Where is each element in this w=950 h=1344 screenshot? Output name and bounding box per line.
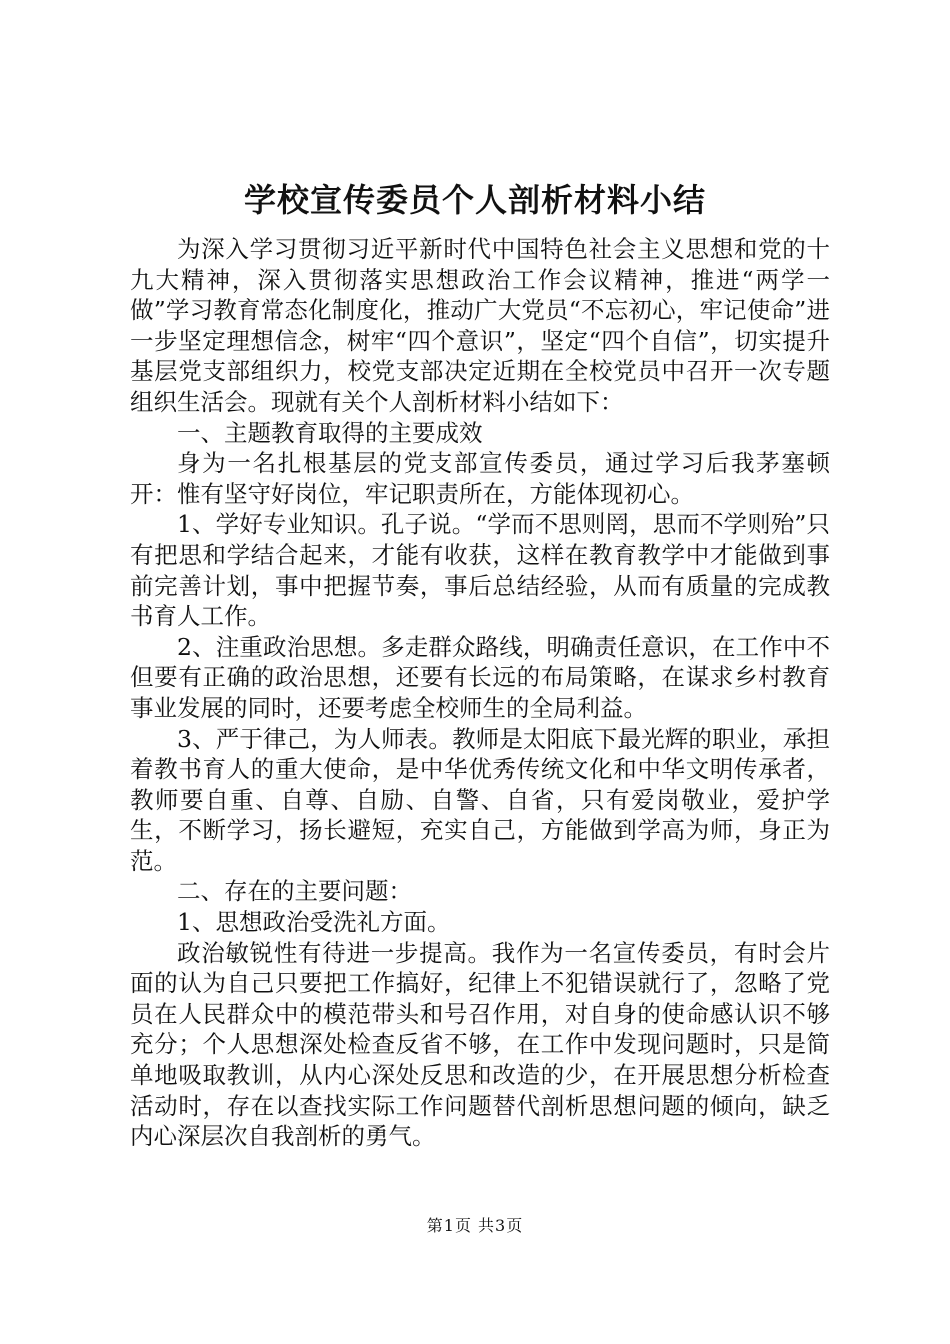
paragraph-problem-detail: 政治敏锐性有待进一步提高。我作为一名宣传委员，有时会片面的认为自己只要把工作搞好，纪律上不犯错误就行了，忽略了党员在人民群众中的模范带头和号召作用，对自身的使命感认识不够充分；个人思想深处检查反省不够，在工作中发现问题时，只是简单地吸取教训，从内心深处反思和改造的少，在开展思想分析检查活动时，存在以查找实际工作问题替代剖析思想问题的倾向，缺乏内心深层次自我剖析的勇气。 — [130, 938, 830, 1151]
document-body — [130, 234, 830, 1152]
paragraph-point-1: 1、学好专业知识。孔子说。“学而不思则罔，思而不学则殆”只有把思和学结合起来，才能有收获，这样在教育教学中才能做到事前完善计划，事中把握节奏，事后总结经验，从而有质量的完成教书育人工作。 — [130, 510, 830, 631]
section-heading-achievements: 一、主题教育取得的主要成效 — [177, 418, 483, 447]
paragraph-reflection: 身为一名扎根基层的党支部宣传委员，通过学习后我茅塞顿开：惟有坚守好岗位，牢记职责所在，方能体现初心。 — [130, 449, 830, 508]
section-heading-problems: 二、存在的主要问题： — [177, 877, 412, 906]
paragraph-point-2: 2、注重政治思想。多走群众路线，明确责任意识，在工作中不但要有正确的政治思想，还要有长远的布局策略，在谋求乡村教育事业发展的同时，还要考虑全校师生的全局利益。 — [130, 632, 830, 722]
paragraph-intro: 为深入学习贯彻习近平新时代中国特色社会主义思想和党的十九大精神，深入贯彻落实思想政治工作会议精神，推进“两学一做”学习教育常态化制度化，推动广大党员“不忘初心，牢记使命”进一步坚定理想信念，树牢“四个意识”，坚定“四个自信”，切实提升基层党支部组织力，校党支部决定近期在全校党员中召开一次专题组织生活会。现就有关个人剖析材料小结如下： — [130, 235, 830, 416]
subheading-problem-1: 1、思想政治受洗礼方面。 — [177, 908, 451, 937]
page-footer: 第1页 共3页 — [426, 1216, 524, 1235]
paragraph-point-3: 3、严于律己，为人师表。教师是太阳底下最光辉的职业，承担着教书育人的重大使命，是中华优秀传统文化和中华文明传承者，教师要自重、自尊、自励、自警、自省，只有爱岗敬业，爱护学生，不断学习，扬长避短，充实自己，方能做到学高为师，身正为范。 — [130, 724, 830, 875]
document-title: 学校宣传委员个人剖析材料小结 — [243, 181, 706, 219]
